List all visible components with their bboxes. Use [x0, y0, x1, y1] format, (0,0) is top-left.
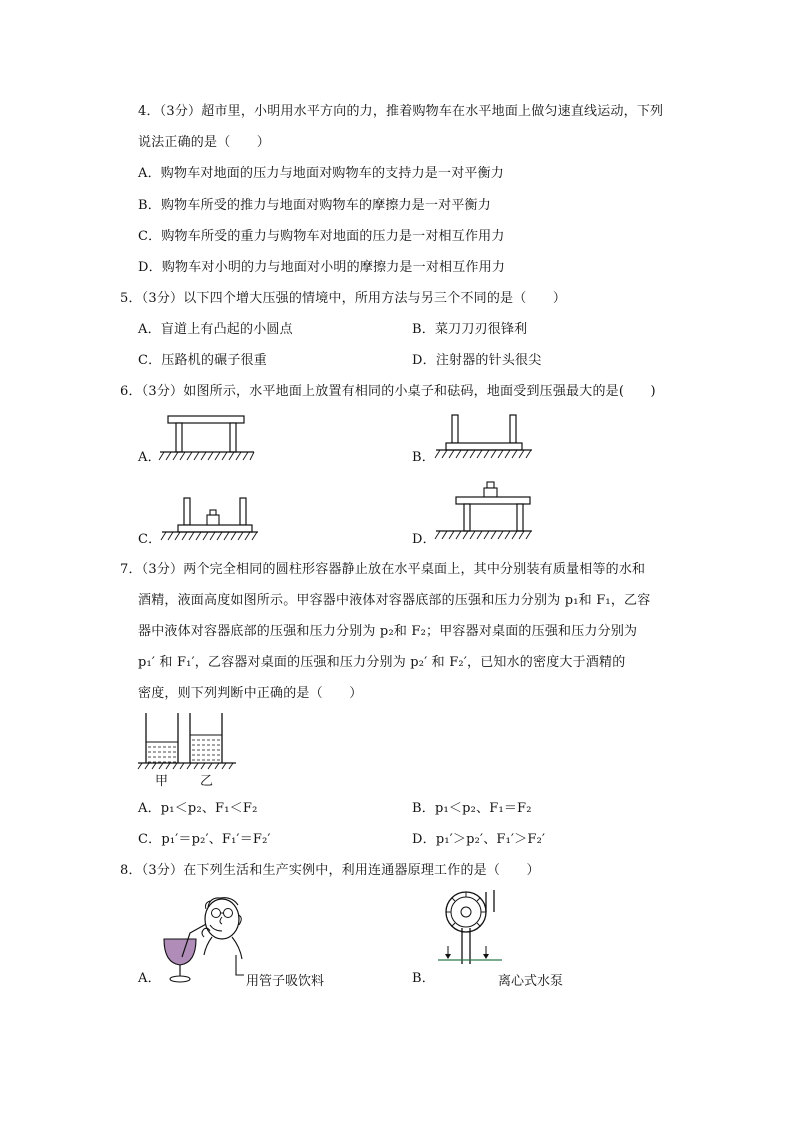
q6-figure-b — [434, 413, 534, 461]
q6-stem: 6．（3分）如图所示，水平地面上放置有相同的小桌子和砝码，地面受到压强最大的是( ) — [120, 384, 656, 399]
q4-option-a: A．购物车对地面的压力与地面对购物车的支持力是一对平衡力 — [138, 166, 504, 181]
q7-label-yi: 乙 — [200, 774, 214, 789]
q7-stem-line2: 酒精，液面高度如图所示。甲容器中液体对容器底部的压强和压力分别为 p₁和 F₁，乙容 — [138, 593, 651, 608]
q8-caption-a: 用管子吸饮料 — [246, 974, 325, 989]
q6-label-c: C． — [138, 532, 162, 547]
q6-label-b: B． — [412, 450, 435, 465]
q5-stem: 5．（3分）以下四个增大压强的情境中，所用方法与另三个不同的是（ ） — [120, 291, 567, 306]
q7-figure-containers — [136, 711, 240, 775]
q7-option-a: A．p₁＜p₂、F₁＜F₂ — [138, 801, 258, 816]
q7-option-c: C．p₁′＝p₂′、F₁′＝F₂′ — [138, 832, 271, 847]
q8-figure-drinking-straw — [160, 893, 250, 985]
q5-option-a: A．盲道上有凸起的小圆点 — [138, 322, 293, 337]
q5-option-c: C．压路机的碾子很重 — [138, 353, 267, 368]
q7-label-jia: 甲 — [155, 774, 169, 789]
q8-label-a: A． — [138, 971, 161, 986]
q6-figure-a — [158, 415, 258, 463]
q7-stem-line4: p₁′ 和 F₁′，乙容器对桌面的压强和压力分别为 p₂′ 和 F₂′，已知水的密度大于酒精的 — [138, 655, 626, 670]
q5-option-d: D．注射器的针头很尖 — [412, 353, 542, 368]
q7-option-d: D．p₁′＞p₂′、F₁′＞F₂′ — [412, 832, 546, 847]
q7-stem-line1: 7．（3分）两个完全相同的圆柱形容器静止放在水平桌面上，其中分别装有质量相等的水和 — [120, 562, 646, 577]
q8-figure-centrifugal-pump — [436, 888, 506, 970]
q7-stem-line5: 密度，则下列判断中正确的是（ ） — [138, 686, 363, 701]
q6-label-a: A． — [138, 450, 161, 465]
q6-figure-c — [160, 495, 260, 543]
q7-option-b: B．p₁＜p₂、F₁＝F₂ — [412, 801, 532, 816]
q8-label-b: B． — [412, 971, 435, 986]
q4-stem-line2: 说法正确的是（ ） — [138, 135, 271, 150]
q4-option-d: D．购物车对小明的力与地面对小明的摩擦力是一对相互作用力 — [138, 260, 506, 275]
q7-stem-line3: 器中液体对容器底部的压强和压力分别为 p₂和 F₂；甲容器对桌面的压强和压力分别为 — [138, 624, 638, 639]
q4-option-b: B．购物车所受的推力与地面对购物车的摩擦力是一对平衡力 — [138, 198, 491, 213]
q6-figure-d — [434, 480, 534, 542]
q8-caption-b: 离心式水泵 — [498, 974, 564, 989]
q4-option-c: C．购物车所受的重力与购物车对地面的压力是一对相互作用力 — [138, 229, 505, 244]
q4-stem-line1: 4．（3分）超市里，小明用水平方向的力，推着购物车在水平地面上做匀速直线运动，下列 — [138, 104, 664, 119]
q6-label-d: D． — [412, 532, 436, 547]
q5-option-b: B．菜刀刀刃很锋利 — [412, 322, 528, 337]
q8-stem: 8．（3分）在下列生活和生产实例中，利用连通器原理工作的是（ ） — [120, 863, 540, 878]
